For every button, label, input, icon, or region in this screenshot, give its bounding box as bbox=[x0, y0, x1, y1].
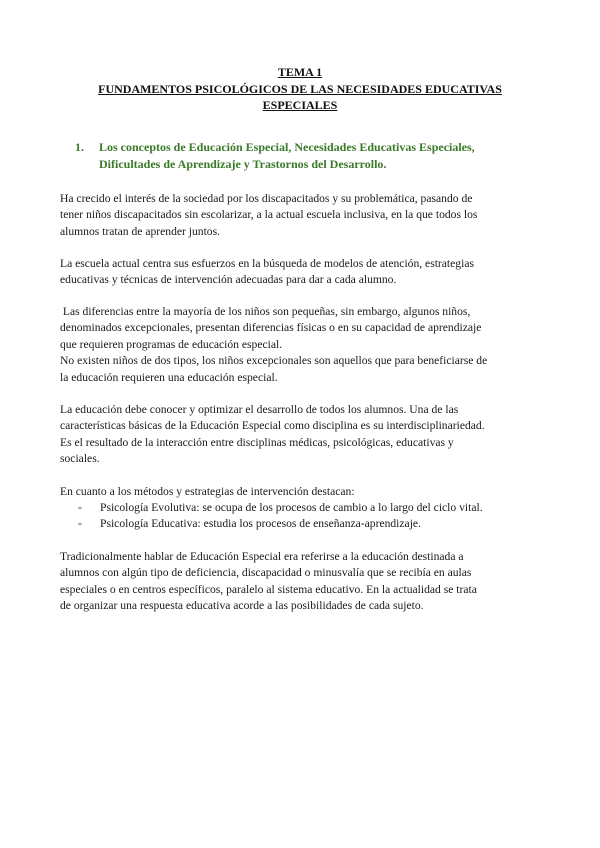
paragraph-1 bbox=[60, 191, 545, 240]
paragraph-line: Ha crecido el interés de la sociedad por los discapacitados y su problemática, pasando de bbox=[60, 192, 473, 205]
paragraph-6 bbox=[60, 549, 545, 615]
section-heading-line-1: Los conceptos de Educación Especial, Necesidades Educativas Especiales, bbox=[99, 140, 475, 154]
title-line-3: ESPECIALES bbox=[262, 98, 338, 112]
paragraph-line: La educación debe conocer y optimizar el desarrollo de todos los alumnos. Una de las bbox=[60, 403, 459, 416]
paragraph-line: sociales. bbox=[60, 452, 100, 466]
paragraph-line: Tradicionalmente hablar de Educación Especial era referirse a la educación destinada a bbox=[60, 550, 464, 563]
paragraph-line: especiales o en centros específicos, paralelo al sistema educativo. En la actualidad se trata bbox=[60, 582, 477, 596]
list-item-text: Psicología Educativa: estudia los procesos de enseñanza-aprendizaje. bbox=[100, 517, 421, 531]
paragraph-line: Las diferencias entre la mayoría de los niños son pequeñas, sin embargo, algunos niños, bbox=[60, 305, 471, 318]
paragraph-5 bbox=[60, 484, 545, 500]
paragraph-line: denominados excepcionales, presentan diferencias físicas o en su capacidad de aprendizaje bbox=[60, 321, 482, 335]
list-item-text: Psicología Evolutiva: se ocupa de los procesos de cambio a lo largo del ciclo vital. bbox=[100, 501, 483, 514]
strategies-list bbox=[78, 500, 548, 533]
document-title bbox=[60, 64, 540, 114]
paragraph-line: la educación requieren una educación especial. bbox=[60, 370, 278, 384]
paragraph-line: Es el resultado de la interacción entre disciplinas médicas, psicológicas, educativas y bbox=[60, 435, 454, 449]
title-line-2: FUNDAMENTOS PSICOLÓGICOS DE LAS NECESIDADES EDUCATIVAS bbox=[98, 81, 502, 96]
section-number: 1. bbox=[75, 140, 84, 154]
paragraph-4 bbox=[60, 402, 545, 468]
title-line-1: TEMA 1 bbox=[277, 65, 323, 79]
paragraph-3 bbox=[60, 304, 545, 386]
list-item bbox=[78, 500, 548, 516]
paragraph-line: alumnos con algún tipo de deficiencia, discapacidad o minusvalía que se recibía en aulas bbox=[60, 566, 472, 580]
paragraph-line: educativas y técnicas de intervención adecuadas para dar a cada alumno. bbox=[60, 273, 397, 287]
paragraph-line: No existen niños de dos tipos, los niños excepcionales son aquellos que para beneficiarse de bbox=[60, 354, 488, 368]
list-item bbox=[78, 516, 548, 532]
paragraph-2 bbox=[60, 256, 545, 289]
paragraph-line: En cuanto a los métodos y estrategias de intervención destacan: bbox=[60, 485, 355, 498]
paragraph-line: alumnos tratan de aprender juntos. bbox=[60, 224, 221, 238]
paragraph-line: de organizar una respuesta educativa acorde a las posibilidades de cada sujeto. bbox=[60, 599, 424, 613]
section-heading-line-2: Dificultades de Aprendizaje y Trastornos del Desarrollo. bbox=[99, 157, 387, 171]
section-heading bbox=[75, 139, 545, 173]
paragraph-line: tener niños discapacitados sin escolarizar, a la actual escuela inclusiva, en la que todos los bbox=[60, 208, 478, 222]
paragraph-line: La escuela actual centra sus esfuerzos en la búsqueda de modelos de atención, estrategias bbox=[60, 257, 474, 270]
dash-bullet: - bbox=[78, 501, 82, 514]
dash-bullet: - bbox=[78, 517, 82, 531]
paragraph-line: características básicas de la Educación Especial como disciplina es su interdisciplinariedad. bbox=[60, 419, 485, 433]
paragraph-line: que requieren programas de educación especial. bbox=[60, 337, 283, 351]
